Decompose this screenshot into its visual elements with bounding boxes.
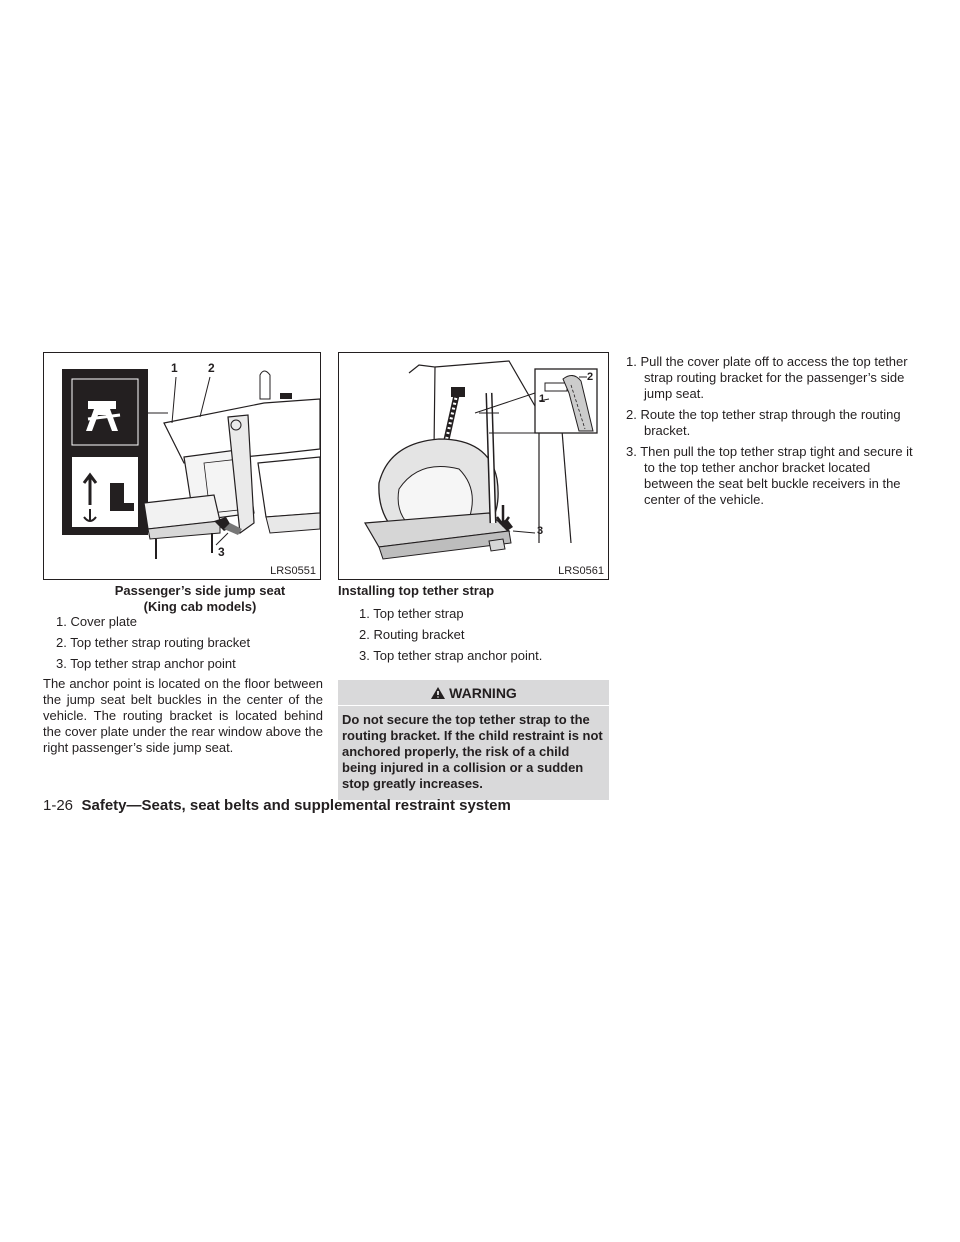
list-item: 3. Top tether strap anchor point [56, 656, 236, 671]
warning-box [338, 680, 609, 800]
list-item: 1. Top tether strap [359, 606, 464, 621]
middle-legend-list [359, 606, 609, 669]
right-steps-list [626, 354, 916, 513]
list-item: 2. Route the top tether strap through the routing bracket. [626, 407, 901, 438]
warning-triangle-icon [430, 686, 446, 700]
list-item: 2. Routing bracket [359, 627, 465, 642]
callout-1: 1 [171, 361, 178, 375]
callout-3: 3 [537, 525, 544, 537]
page-number: 1-26 [43, 797, 74, 814]
list-item: 1. Pull the cover plate off to access the top tether strap routing bracket for the passenger’s side jump seat. [626, 354, 908, 401]
callout-2: 2 [208, 361, 215, 375]
left-figure-caption [90, 583, 310, 615]
figure-tether-install [338, 352, 609, 580]
left-legend-list [56, 614, 316, 677]
callout-2: 2 [587, 371, 594, 383]
callout-1: 1 [539, 393, 546, 405]
page-footer [43, 797, 511, 815]
figure-code: LRS0561 [558, 565, 604, 577]
left-paragraph: The anchor point is located on the floor between the jump seat belt buckles in the center of the vehicle. The routing bracket is located behind the cover plate under the rear window above the right passenger’s side jump seat. [43, 676, 323, 755]
figure-jump-seat [43, 352, 321, 580]
callout-3: 3 [218, 545, 225, 559]
caption-line-2: (King cab models) [143, 599, 257, 614]
section-title: Safety—Seats, seat belts and supplemental restraint system [81, 797, 511, 814]
jump-seat-illustration [44, 353, 320, 579]
list-item: 2. Top tether strap routing bracket [56, 635, 251, 650]
warning-text: Do not secure the top tether strap to the routing bracket. If the child restraint is not anchored properly, the risk of a child being injured in a collision or a sudden stop greatly increases. [342, 712, 603, 791]
list-item: 1. Cover plate [56, 614, 137, 629]
list-item: 3. Then pull the top tether strap tight and secure it to the top tether anchor bracket located between the seat belt buckle receivers in the center of the vehicle. [626, 444, 913, 507]
middle-figure-caption: Installing top tether strap [338, 583, 495, 598]
warning-title: WARNING [449, 685, 517, 701]
caption-line-1: Passenger’s side jump seat [114, 583, 286, 598]
figure-code: LRS0551 [270, 565, 316, 577]
tether-illustration [339, 353, 608, 579]
warning-header [338, 680, 609, 706]
list-item: 3. Top tether strap anchor point. [359, 648, 543, 663]
